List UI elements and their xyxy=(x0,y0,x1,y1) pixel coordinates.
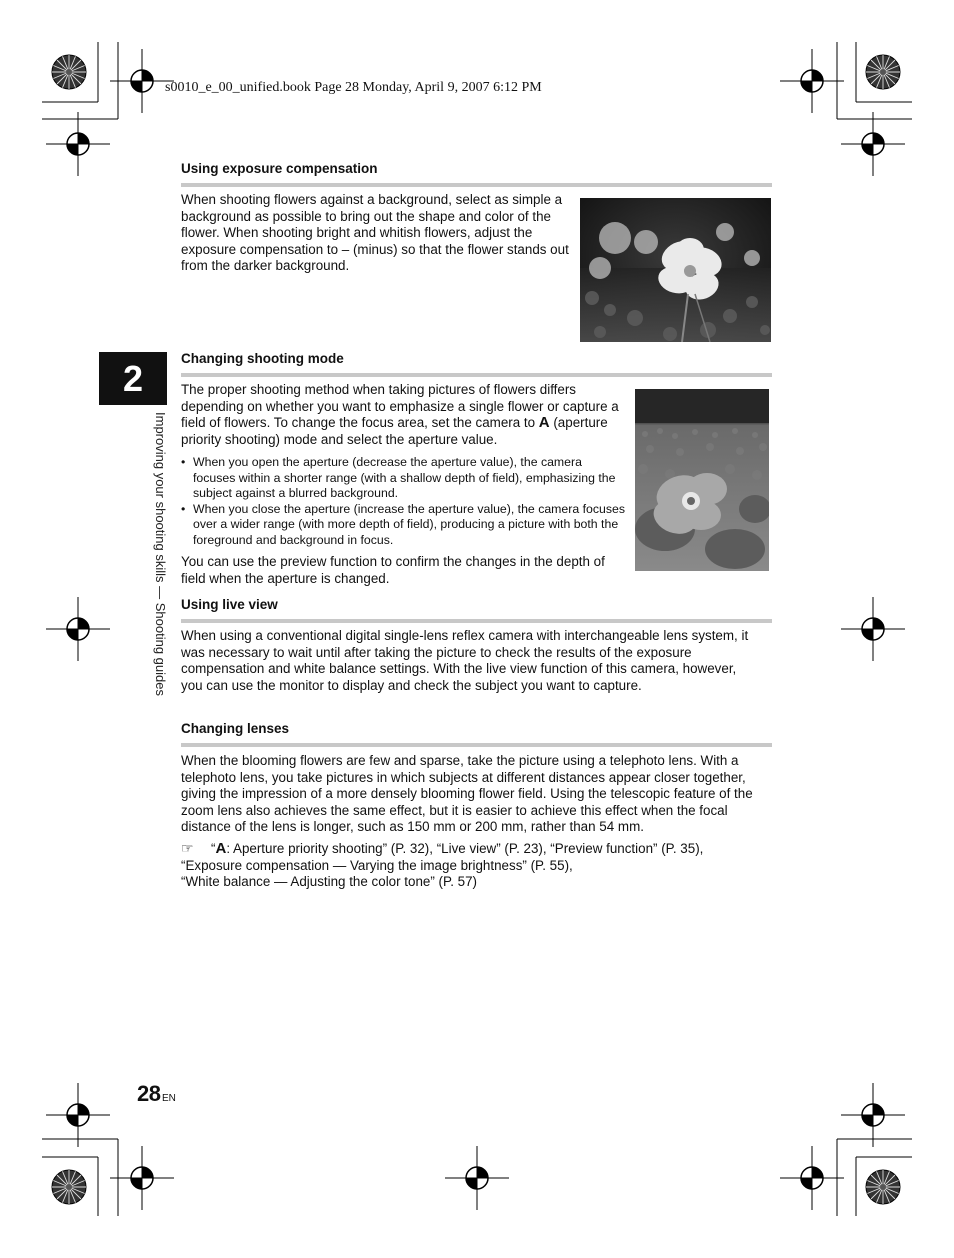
chapter-number: 2 xyxy=(122,357,144,399)
reference-line-2: “Exposure compensation — Varying the image brightness” (P. 55), xyxy=(181,857,573,873)
print-file-info: s0010_e_00_unified.book Page 28 Monday, April 9, 2007 6:12 PM xyxy=(165,80,542,95)
shooting-mode-closing: You can use the preview function to confirm the changes in the depth of field when the aperture is changed. xyxy=(181,554,605,586)
reference-line-3: “White balance — Adjusting the color tone” (P. 57) xyxy=(181,874,477,890)
language-code: EN xyxy=(162,1093,176,1104)
cross-reference xyxy=(181,840,781,891)
live-view-body: When using a conventional digital single-lens reflex camera with interchangeable lens system, it was necessary to wait until after taking the picture to check the results of the exposure compensation and white balance settings. With the live view function of this camera, however, you can use the monitor to display and check the subject you want to capture. xyxy=(181,628,749,693)
heading-rule xyxy=(181,373,772,377)
heading-text: Using live view xyxy=(181,597,278,612)
shooting-mode-body-text: The proper shooting method when taking pictures of flowers differs depending on whether you want to emphasize a single flower or capture a field of flowers. To change the focus area, set the camera to xyxy=(181,382,619,431)
reference-text: : Aperture priority shooting” (P. 32), “Live view” (P. 23), “Preview function” (P. 35), xyxy=(226,841,704,856)
shooting-mode-body xyxy=(181,382,627,448)
heading-changing-lenses xyxy=(181,721,772,747)
heading-rule xyxy=(181,743,772,747)
chapter-side-label: Improving your shooting skills — Shooting guides xyxy=(153,412,168,696)
heading-text: Changing shooting mode xyxy=(181,351,344,366)
exposure-body: When shooting flowers against a background, select as simple a background as possible to bring out the shape and color of the flower. When shooting bright and whitish flowers, adjust the exposure compensation to – (minus) so that the flower stands out from the darker background. xyxy=(181,192,569,274)
heading-using-live-view xyxy=(181,597,772,623)
list-item: • When you close the aperture (increase the aperture value), the camera focuses over a wider range (with more depth of field), producing a picture with both the foreground and background in focus. xyxy=(181,502,626,549)
page-number: 28 xyxy=(137,1081,161,1106)
reference-quote: “ xyxy=(211,841,216,856)
heading-text: Using exposure compensation xyxy=(181,161,378,176)
shooting-mode-body-text-end: (aperture priority shooting) mode and select the aperture value. xyxy=(181,415,608,447)
changing-lenses-body: When the blooming flowers are few and sparse, take the picture using a telephoto lens. With a telephoto lens, you take pictures in which subjects at different distances appear closer together, giving the impression of a more densely blooming flower field. Using the telescopic feature of the zoom lens also achieves the same effect, but it is easier to achieve this effect when the focal distance of the lens is longer, such as 150 mm or 200 mm, rather than 54 mm. xyxy=(181,753,753,835)
reference-line-1 xyxy=(181,840,781,858)
aperture-bullet-list xyxy=(181,455,626,548)
aperture-mode-symbol: A xyxy=(215,840,227,857)
chapter-tab xyxy=(99,352,167,405)
heading-text: Changing lenses xyxy=(181,721,290,736)
heading-rule xyxy=(181,619,772,623)
list-item: • When you open the aperture (decrease the aperture value), the camera focuses within a shorter range (with a shallow depth of field), emphasizing the subject against a blurred background. xyxy=(181,455,626,502)
heading-rule xyxy=(181,183,772,187)
heading-exposure-compensation xyxy=(181,161,772,187)
aperture-mode-symbol: A xyxy=(538,414,550,432)
flower-field-photo xyxy=(635,389,769,571)
pointing-hand-icon: ☞ xyxy=(181,840,194,856)
heading-changing-shooting-mode xyxy=(181,351,772,377)
flower-photo-dark-background xyxy=(580,198,771,342)
